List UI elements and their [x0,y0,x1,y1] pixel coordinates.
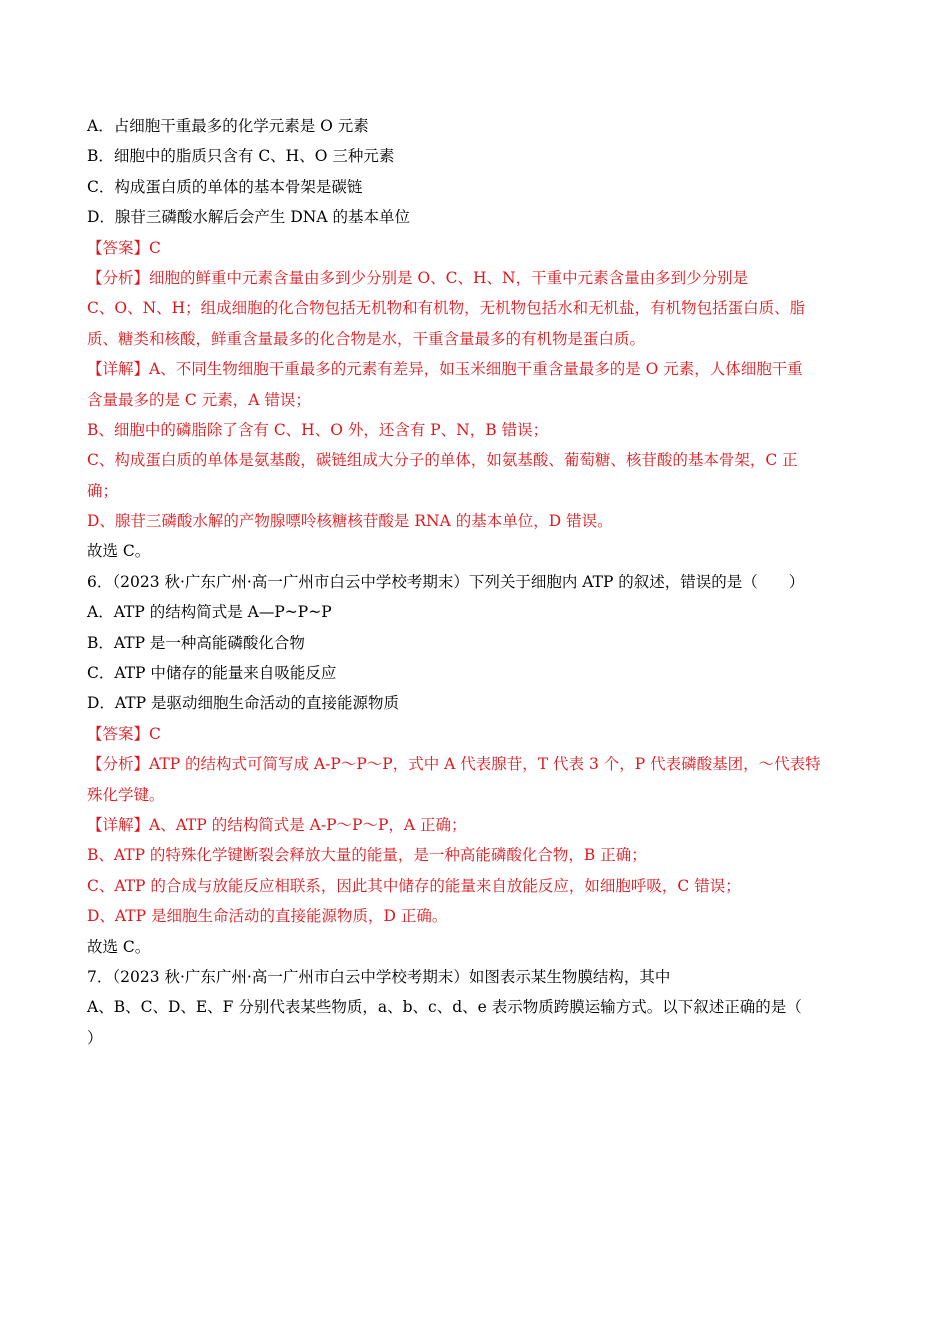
detail-text: A、ATP 的结构简式是 A-P～P～P，A 正确； [149,815,467,834]
q7-stem-line-3: ） [87,1028,103,1047]
q5-detail-line-6: D、腺苷三磷酸水解的产物腺嘌呤核糖核苷酸是 RNA 的基本单位，D 错误。 [87,512,613,531]
q5-detail-line-2: 含量最多的是 C 元素，A 错误； [87,390,311,409]
q5-option-a: A．占细胞干重最多的化学元素是 O 元素 [87,117,369,135]
q5-option-c: C．构成蛋白质的单体的基本骨架是碳链 [87,177,363,196]
detail-tag: 【详解】 [87,360,150,379]
document-page [87,111,862,1053]
q5-option-d: D．腺苷三磷酸水解后会产生 DNA 的基本单位 [87,208,410,227]
q6-detail-line-3: C、ATP 的合成与放能反应相联系，因此其中储存的能量来自放能反应，如细胞呼吸，C 错误； [87,876,741,895]
q5-detail-line-3: B、细胞中的磷脂除了含有 C、H、O 外，还含有 P、N，B 错误； [87,420,549,439]
analysis-text: ATP 的结构式可简写成 A-P～P～P，式中 A 代表腺苷，T 代表 3 个，P 代表磷酸基团，～代表特 [149,755,821,774]
q5-answer [87,233,862,263]
detail-tag: 【详解】 [87,815,150,834]
q6-option-a: A．ATP 的结构简式是 A—P~P~P [87,603,332,622]
q6-stem: 6．（2023 秋·广东广州·高一广州市白云中学校考期末）下列关于细胞内 ATP 的叙述，错误的是（ ） [87,572,805,591]
analysis-tag: 【分析】 [87,755,150,774]
q5-analysis-line-1 [87,263,862,293]
q6-option-d: D．ATP 是驱动细胞生命活动的直接能源物质 [87,694,399,713]
q5-analysis-line-2: C、O、N、H；组成细胞的化合物包括无机物和有机物，无机物包括水和无机盐，有机物包括蛋白质、脂 [87,299,806,318]
q6-detail-line-1 [87,810,862,840]
q5-detail-line-5: 确； [87,481,119,500]
q5-analysis-line-3: 质、糖类和核酸，鲜重含量最多的化合物是水，干重含量最多的有机物是蛋白质。 [87,329,646,348]
answer-value: C [149,238,161,257]
q6-option-c: C．ATP 中储存的能量来自吸能反应 [87,664,337,683]
q7-stem-line-2: A、B、C、D、E、F 分别代表某些物质，a、b、c、d、e 表示物质跨膜运输方式。以下叙述正确的是（ [87,998,802,1017]
q6-analysis-line-1 [87,749,862,779]
q6-conclusion: 故选 C。 [87,937,151,956]
q6-answer [87,719,862,749]
q7-stem-line-1: 7．（2023 秋·广东广州·高一广州市白云中学校考期末）如图表示某生物膜结构，其中 [87,967,671,986]
analysis-tag: 【分析】 [87,268,150,287]
q6-analysis-line-2: 殊化学键。 [87,785,165,804]
analysis-text: 细胞的鲜重中元素含量由多到少分别是 O、C、H、N，干重中元素含量由多到少分别是 [149,268,749,287]
detail-text: A、不同生物细胞干重最多的元素有差异，如玉米细胞干重含量最多的是 O 元素，人体细胞干重 [149,360,803,379]
q5-conclusion: 故选 C。 [87,542,151,561]
answer-tag: 【答案】 [87,238,150,257]
q5-option-b: B．细胞中的脂质只含有 C、H、O 三种元素 [87,147,395,166]
q6-option-b: B．ATP 是一种高能磷酸化合物 [87,633,305,652]
q6-detail-line-4: D、ATP 是细胞生命活动的直接能源物质，D 正确。 [87,907,448,926]
q5-detail-line-1 [87,354,862,384]
q5-detail-line-4: C、构成蛋白质的单体是氨基酸，碳链组成大分子的单体，如氨基酸、葡萄糖、核苷酸的基本骨架，C 正 [87,451,798,470]
answer-value: C [149,724,161,743]
q6-detail-line-2: B、ATP 的特殊化学键断裂会释放大量的能量，是一种高能磷酸化合物，B 正确； [87,846,647,865]
answer-tag: 【答案】 [87,724,150,743]
